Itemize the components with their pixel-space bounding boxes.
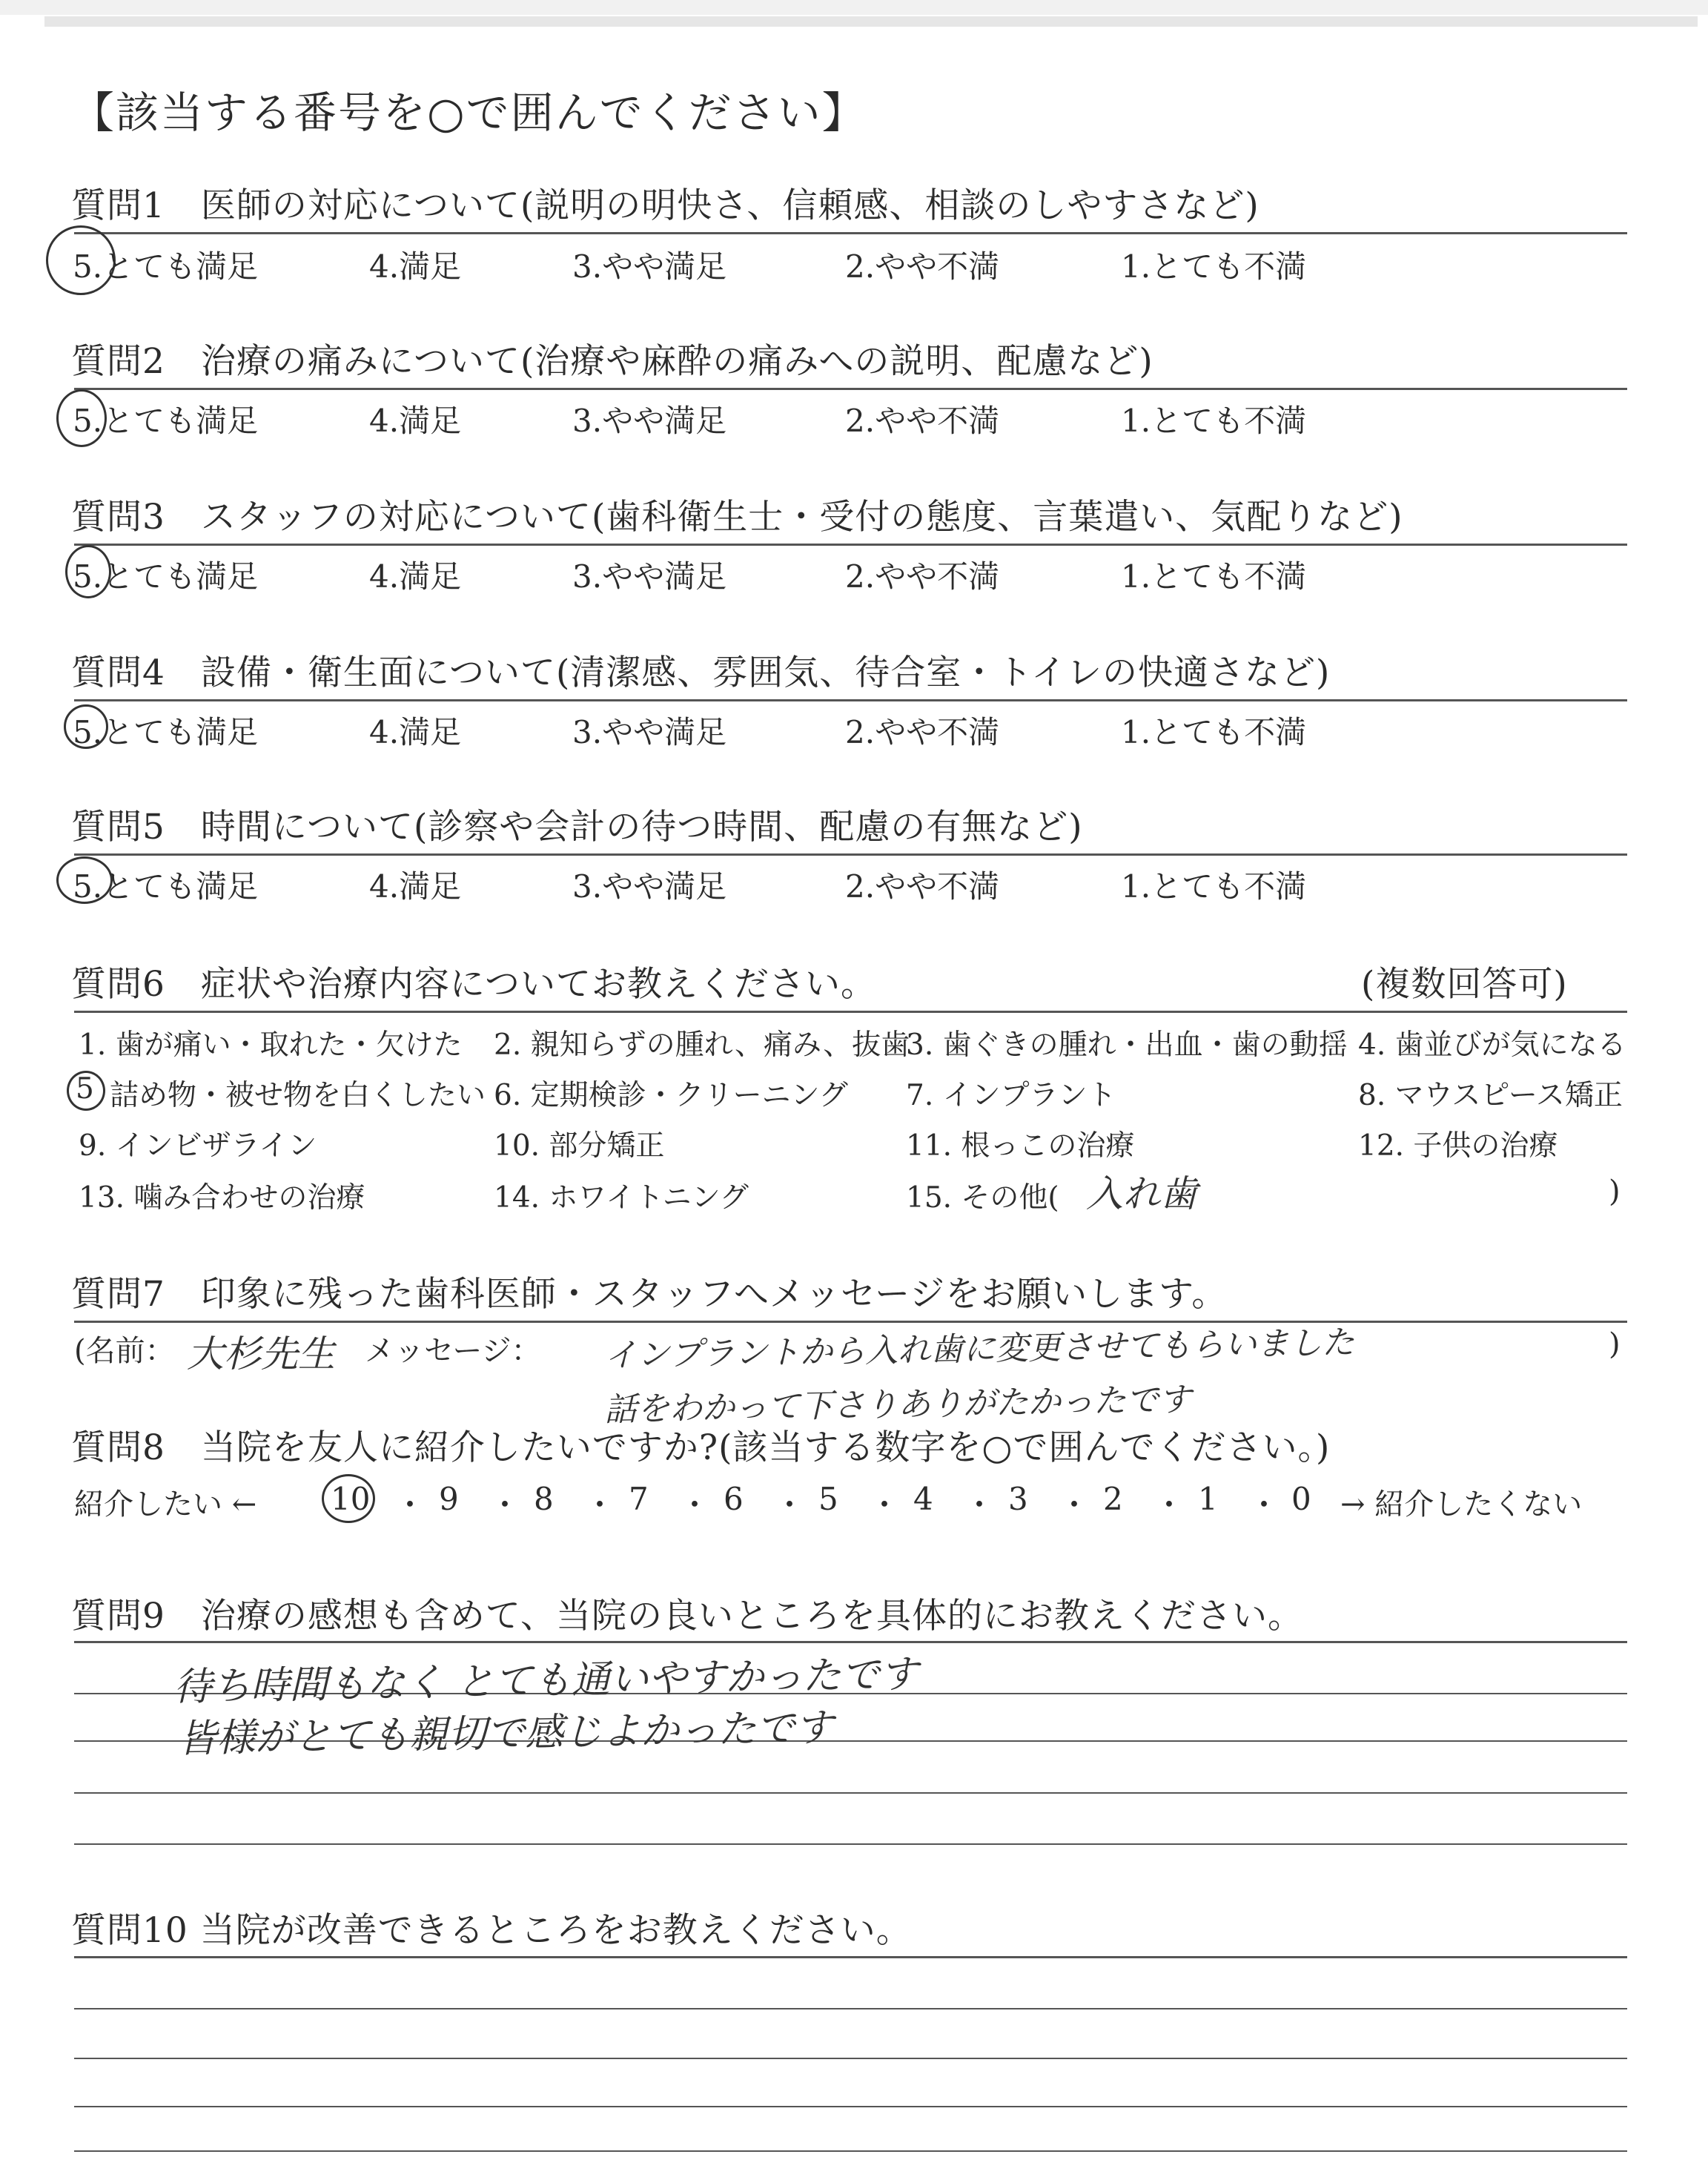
option-4[interactable]: 4.満足 xyxy=(369,868,462,905)
q9-handwritten-line-1: 待ち時間もなく とても通いやすかったです xyxy=(173,1652,919,1710)
question-2-rule xyxy=(74,388,1627,390)
symptom-item-10[interactable]: 10. 部分矯正 xyxy=(494,1129,665,1163)
scale-4[interactable]: 4 xyxy=(913,1481,933,1517)
name-label: (名前： xyxy=(74,1334,175,1368)
answer-line xyxy=(74,2150,1627,2152)
option-2[interactable]: 2.やや不満 xyxy=(845,714,1000,750)
symptom-other-handwritten: 入れ歯 xyxy=(1086,1172,1197,1215)
option-5[interactable]: 5.とても満足 xyxy=(73,248,259,285)
question-4-title: 質問4 設備・衛生面について(清潔感、雰囲気、待合室・トイレの快適さなど) xyxy=(71,653,1331,693)
question-1-rule xyxy=(74,232,1627,234)
option-1[interactable]: 1.とても不満 xyxy=(1121,403,1307,439)
question-4-rule xyxy=(74,699,1627,701)
option-5[interactable]: 5.とても満足 xyxy=(73,558,259,595)
answer-line xyxy=(74,2008,1627,2009)
recommend-left-label: 紹介したい ← xyxy=(74,1487,257,1522)
question-7-title: 質問7 印象に残った歯科医師・スタッフへメッセージをお願いします。 xyxy=(71,1274,1228,1315)
question-2-title: 質問2 治療の痛みについて(治療や麻酔の痛みへの説明、配慮など) xyxy=(71,341,1153,382)
scale-0[interactable]: 0 xyxy=(1291,1481,1311,1517)
option-2[interactable]: 2.やや不満 xyxy=(845,558,1000,595)
option-5[interactable]: 5.とても満足 xyxy=(73,714,259,750)
question-8-title: 質問8 当院を友人に紹介したいですか?(該当する数字を○で囲んでください。) xyxy=(71,1427,1331,1468)
answer-line xyxy=(74,1843,1627,1845)
answer-line xyxy=(74,1641,1627,1643)
option-3[interactable]: 3.やや満足 xyxy=(572,403,727,439)
question-9-title: 質問9 治療の感想も含めて、当院の良いところを具体的にお教えください。 xyxy=(71,1596,1303,1636)
option-2[interactable]: 2.やや不満 xyxy=(845,248,1000,285)
option-5[interactable]: 5.とても満足 xyxy=(73,403,259,439)
option-4[interactable]: 4.満足 xyxy=(369,248,462,285)
option-5[interactable]: 5.とても満足 xyxy=(73,868,259,905)
symptom-item-11[interactable]: 11. 根っこの治療 xyxy=(906,1129,1135,1163)
option-1[interactable]: 1.とても不満 xyxy=(1121,558,1307,595)
scan-top-shadow xyxy=(44,16,1698,27)
symptom-other-close-paren: ) xyxy=(1609,1175,1621,1209)
option-1[interactable]: 1.とても不満 xyxy=(1121,248,1307,285)
option-4[interactable]: 4.満足 xyxy=(369,714,462,750)
symptom-item-14[interactable]: 14. ホワイトニング xyxy=(494,1181,749,1215)
symptom-item-6[interactable]: 6. 定期検診・クリーニング xyxy=(494,1079,848,1112)
question-3-rule xyxy=(74,544,1627,546)
message-handwritten-line-1: インプラントから入れ歯に変更させてもらいました xyxy=(603,1324,1355,1375)
option-4[interactable]: 4.満足 xyxy=(369,558,462,595)
option-3[interactable]: 3.やや満足 xyxy=(572,558,727,595)
scale-6[interactable]: 6 xyxy=(724,1481,744,1517)
symptom-item-5-number: 5 xyxy=(76,1072,94,1106)
symptom-item-15[interactable]: 15. その他( xyxy=(906,1181,1059,1215)
option-3[interactable]: 3.やや満足 xyxy=(572,714,727,750)
option-3[interactable]: 3.やや満足 xyxy=(572,868,727,905)
answer-line xyxy=(74,2106,1627,2107)
message-close-paren: ) xyxy=(1609,1327,1621,1361)
answer-line xyxy=(74,2058,1627,2059)
answer-line xyxy=(74,1792,1627,1794)
scale-10[interactable]: 10 xyxy=(331,1481,371,1517)
question-7-rule xyxy=(74,1321,1627,1323)
option-1[interactable]: 1.とても不満 xyxy=(1121,868,1307,905)
symptom-item-1[interactable]: 1. 歯が痛い・取れた・欠けた xyxy=(79,1028,463,1062)
option-3[interactable]: 3.やや満足 xyxy=(572,248,727,285)
symptom-item-8[interactable]: 8. マウスピース矯正 xyxy=(1358,1079,1623,1112)
scale-7[interactable]: 7 xyxy=(629,1481,649,1517)
question-6-title: 質問6 症状や治療内容についてお教えください。 xyxy=(71,964,876,1005)
question-5-title: 質問5 時間について(診察や会計の待つ時間、配慮の有無など) xyxy=(71,807,1083,848)
question-5-rule xyxy=(74,853,1627,856)
scale-5[interactable]: 5 xyxy=(818,1481,838,1517)
option-1[interactable]: 1.とても不満 xyxy=(1121,714,1307,750)
symptom-item-2[interactable]: 2. 親知らずの腫れ、痛み、抜歯 xyxy=(494,1028,910,1062)
symptom-item-4[interactable]: 4. 歯並びが気になる xyxy=(1358,1028,1626,1062)
message-handwritten-line-2: 話をわかって下さりありがたかったです xyxy=(603,1381,1192,1429)
symptom-item-9[interactable]: 9. インビザライン xyxy=(79,1129,317,1163)
symptom-item-5[interactable]: 詰め物・被せ物を白くしたい xyxy=(110,1079,486,1112)
scale-1[interactable]: 1 xyxy=(1198,1481,1218,1517)
name-handwritten: 大杉先生 xyxy=(187,1332,335,1375)
scan-top-edge xyxy=(0,0,1708,15)
question-10-title: 質問10 当院が改善できるところをお教えください。 xyxy=(71,1910,912,1951)
symptom-item-12[interactable]: 12. 子供の治療 xyxy=(1358,1129,1558,1163)
symptom-item-7[interactable]: 7. インプラント xyxy=(906,1079,1116,1112)
option-2[interactable]: 2.やや不満 xyxy=(845,868,1000,905)
option-2[interactable]: 2.やや不満 xyxy=(845,403,1000,439)
scale-8[interactable]: 8 xyxy=(534,1481,554,1517)
message-label: メッセージ： xyxy=(365,1334,541,1368)
symptom-item-3[interactable]: 3. 歯ぐきの腫れ・出血・歯の動揺 xyxy=(906,1028,1348,1062)
question-1-title: 質問1 医師の対応について(説明の明快さ、信頼感、相談のしやすさなど) xyxy=(71,185,1260,226)
page-heading: 【該当する番号を○で囲んでください】 xyxy=(71,87,867,138)
scale-3[interactable]: 3 xyxy=(1008,1481,1028,1517)
answer-line xyxy=(74,1956,1627,1958)
scale-2[interactable]: 2 xyxy=(1103,1481,1123,1517)
question-6-note: (複数回答可) xyxy=(1361,964,1568,1005)
recommend-right-label: → 紹介したくない xyxy=(1340,1487,1583,1522)
option-4[interactable]: 4.満足 xyxy=(369,403,462,439)
symptom-item-13[interactable]: 13. 噛み合わせの治療 xyxy=(79,1181,365,1215)
scale-9[interactable]: 9 xyxy=(439,1481,459,1517)
question-6-rule xyxy=(74,1011,1627,1013)
q9-handwritten-line-2: 皆様がとても親切で感じよかったです xyxy=(177,1705,834,1762)
question-3-title: 質問3 スタッフの対応について(歯科衛生士・受付の態度、言葉遣い、気配りなど) xyxy=(71,497,1403,538)
